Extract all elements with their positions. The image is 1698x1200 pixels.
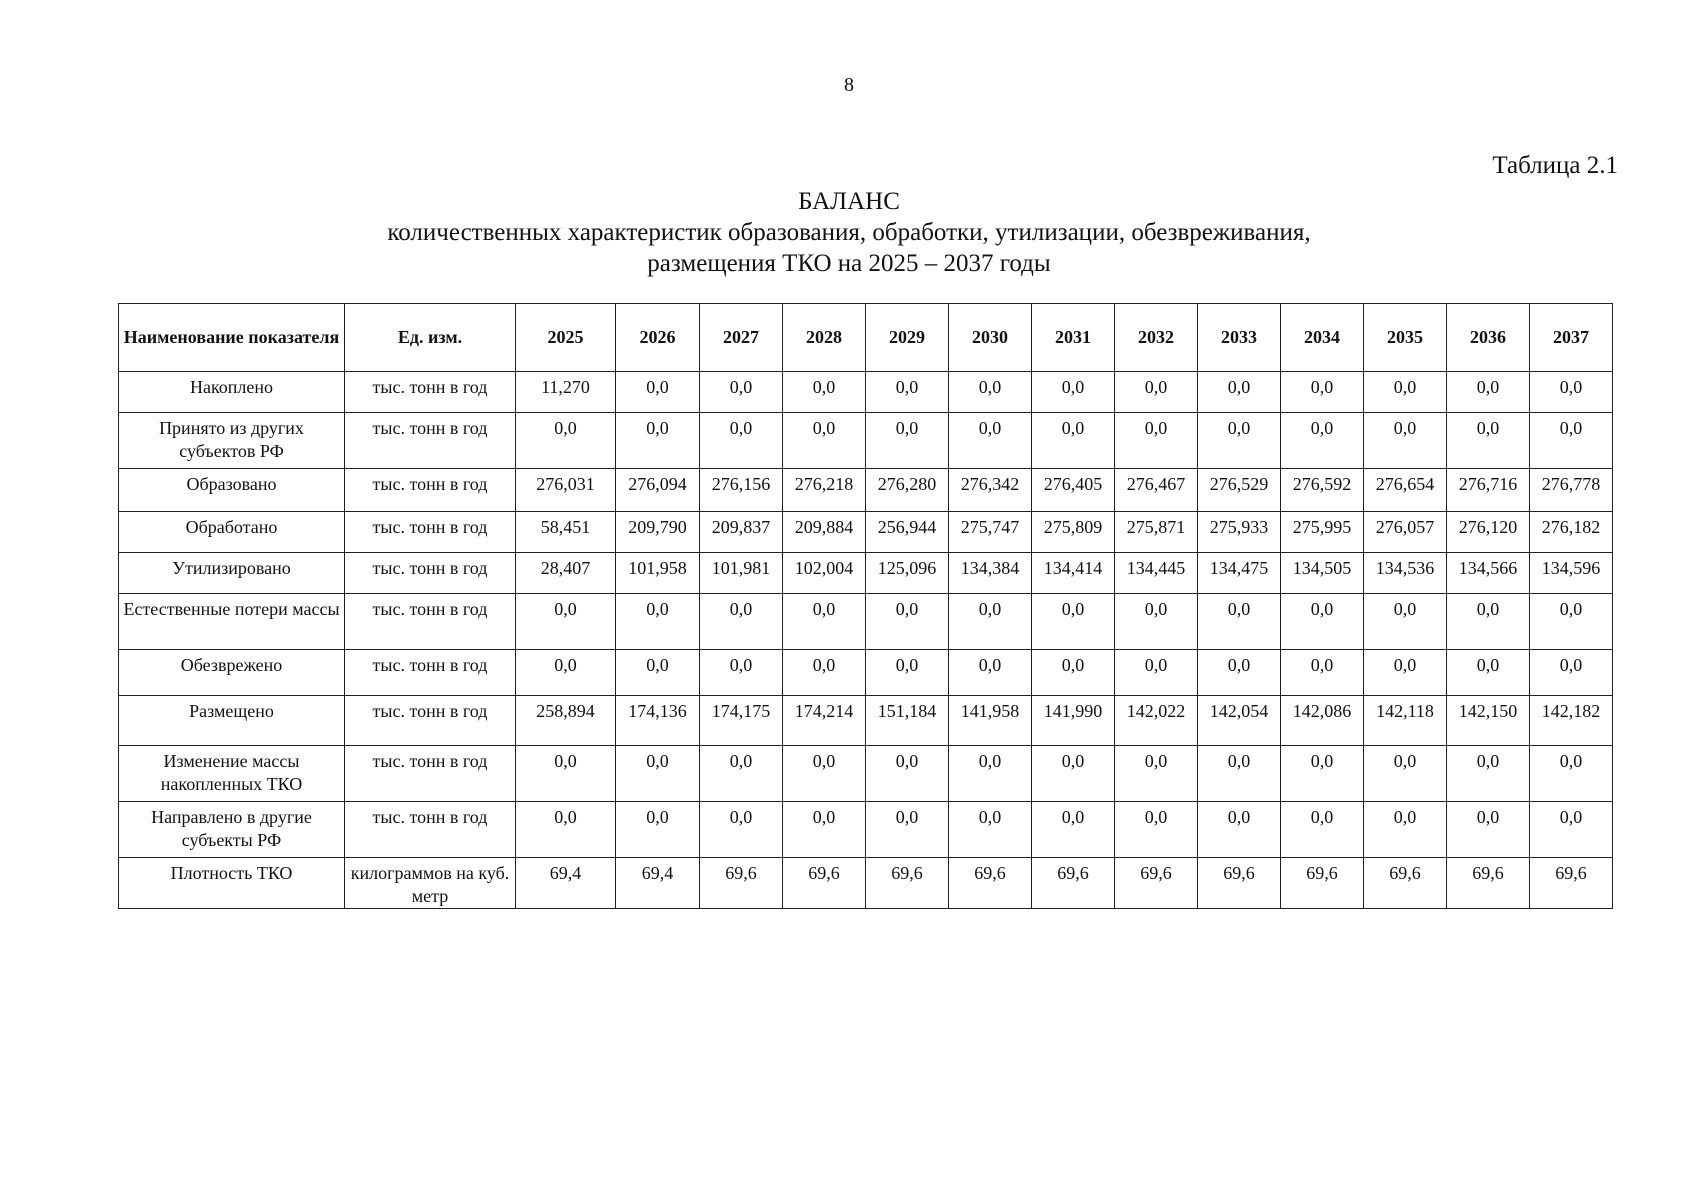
table-row (119, 553, 1613, 594)
value-cell: 0,0 (1281, 650, 1364, 696)
table-row (119, 372, 1613, 413)
table-row (119, 594, 1613, 650)
value-cell: 0,0 (1447, 650, 1530, 696)
header-name: Наименование показателя (119, 304, 345, 372)
value-cell: 0,0 (1281, 594, 1364, 650)
value-cell: 276,342 (949, 469, 1032, 512)
value-cell: 69,6 (1032, 858, 1115, 909)
value-cell: 276,218 (783, 469, 866, 512)
value-cell: 0,0 (1198, 594, 1281, 650)
value-cell: 0,0 (1530, 802, 1613, 858)
value-cell: 0,0 (866, 650, 949, 696)
row-unit-cell: тыс. тонн в год (345, 372, 516, 413)
value-cell: 275,809 (1032, 512, 1115, 553)
value-cell: 0,0 (700, 594, 783, 650)
row-name-cell: Естественные потери массы (119, 594, 345, 650)
value-cell: 0,0 (616, 372, 700, 413)
value-cell: 0,0 (1198, 413, 1281, 469)
value-cell: 134,536 (1364, 553, 1447, 594)
value-cell: 209,837 (700, 512, 783, 553)
row-unit-cell: тыс. тонн в год (345, 553, 516, 594)
value-cell: 142,182 (1530, 696, 1613, 746)
value-cell: 0,0 (1530, 746, 1613, 802)
value-cell: 11,270 (516, 372, 616, 413)
header-year: 2032 (1115, 304, 1198, 372)
value-cell: 0,0 (1281, 372, 1364, 413)
value-cell: 0,0 (516, 802, 616, 858)
value-cell: 276,094 (616, 469, 700, 512)
value-cell: 0,0 (1364, 413, 1447, 469)
header-year: 2033 (1198, 304, 1281, 372)
row-unit-cell: килограммов на куб. метр (345, 858, 516, 909)
value-cell: 134,475 (1198, 553, 1281, 594)
row-unit-cell: тыс. тонн в год (345, 802, 516, 858)
value-cell: 134,596 (1530, 553, 1613, 594)
value-cell: 142,022 (1115, 696, 1198, 746)
row-unit-cell: тыс. тонн в год (345, 650, 516, 696)
value-cell: 0,0 (1447, 802, 1530, 858)
value-cell: 0,0 (1530, 372, 1613, 413)
value-cell: 0,0 (1115, 746, 1198, 802)
table-row (119, 650, 1613, 696)
value-cell: 0,0 (1198, 650, 1281, 696)
value-cell: 0,0 (616, 746, 700, 802)
value-cell: 134,445 (1115, 553, 1198, 594)
row-name-cell: Изменение массы накопленных ТКО (119, 746, 345, 802)
value-cell: 209,790 (616, 512, 700, 553)
value-cell: 276,716 (1447, 469, 1530, 512)
value-cell: 275,933 (1198, 512, 1281, 553)
value-cell: 0,0 (616, 594, 700, 650)
row-unit-cell: тыс. тонн в год (345, 696, 516, 746)
page-number: 8 (844, 74, 854, 96)
row-unit-cell: тыс. тонн в год (345, 746, 516, 802)
header-year: 2027 (700, 304, 783, 372)
value-cell: 0,0 (616, 650, 700, 696)
value-cell: 0,0 (1032, 413, 1115, 469)
value-cell: 276,654 (1364, 469, 1447, 512)
value-cell: 0,0 (949, 372, 1032, 413)
value-cell: 0,0 (700, 650, 783, 696)
value-cell: 0,0 (700, 746, 783, 802)
value-cell: 0,0 (1032, 650, 1115, 696)
value-cell: 209,884 (783, 512, 866, 553)
value-cell: 0,0 (783, 650, 866, 696)
value-cell: 276,405 (1032, 469, 1115, 512)
value-cell: 0,0 (1032, 594, 1115, 650)
row-name-cell: Утилизировано (119, 553, 345, 594)
value-cell: 276,182 (1530, 512, 1613, 553)
value-cell: 0,0 (1281, 802, 1364, 858)
table-label: Таблица 2.1 (1492, 152, 1618, 179)
value-cell: 0,0 (516, 594, 616, 650)
table-row (119, 512, 1613, 553)
value-cell: 0,0 (1032, 372, 1115, 413)
value-cell: 276,057 (1364, 512, 1447, 553)
table-row (119, 696, 1613, 746)
header-year: 2035 (1364, 304, 1447, 372)
table-title (0, 186, 1698, 279)
value-cell: 0,0 (1530, 413, 1613, 469)
value-cell: 69,6 (1530, 858, 1613, 909)
value-cell: 0,0 (783, 594, 866, 650)
value-cell: 0,0 (1364, 650, 1447, 696)
row-unit-cell: тыс. тонн в год (345, 469, 516, 512)
value-cell: 134,414 (1032, 553, 1115, 594)
value-cell: 0,0 (1447, 413, 1530, 469)
value-cell: 0,0 (866, 746, 949, 802)
value-cell: 134,384 (949, 553, 1032, 594)
value-cell: 276,592 (1281, 469, 1364, 512)
value-cell: 134,505 (1281, 553, 1364, 594)
row-name-cell: Принято из других субъектов РФ (119, 413, 345, 469)
value-cell: 0,0 (516, 413, 616, 469)
value-cell: 0,0 (516, 746, 616, 802)
value-cell: 256,944 (866, 512, 949, 553)
value-cell: 0,0 (1447, 372, 1530, 413)
value-cell: 0,0 (1115, 413, 1198, 469)
row-name-cell: Размещено (119, 696, 345, 746)
row-name-cell: Обезврежено (119, 650, 345, 696)
value-cell: 69,6 (1364, 858, 1447, 909)
header-year: 2036 (1447, 304, 1530, 372)
value-cell: 0,0 (783, 372, 866, 413)
header-year: 2028 (783, 304, 866, 372)
table-header-row (119, 304, 1613, 372)
value-cell: 0,0 (949, 802, 1032, 858)
value-cell: 0,0 (1281, 746, 1364, 802)
title-line-3: размещения ТКО на 2025 – 2037 годы (647, 250, 1051, 277)
value-cell: 0,0 (1198, 372, 1281, 413)
value-cell: 0,0 (866, 594, 949, 650)
value-cell: 0,0 (1198, 802, 1281, 858)
value-cell: 69,6 (1198, 858, 1281, 909)
row-name-cell: Направлено в другие субъекты РФ (119, 802, 345, 858)
value-cell: 142,118 (1364, 696, 1447, 746)
value-cell: 0,0 (616, 802, 700, 858)
value-cell: 174,214 (783, 696, 866, 746)
table-row (119, 802, 1613, 858)
header-year: 2037 (1530, 304, 1613, 372)
value-cell: 0,0 (700, 372, 783, 413)
table-row (119, 746, 1613, 802)
header-year: 2030 (949, 304, 1032, 372)
value-cell: 101,958 (616, 553, 700, 594)
value-cell: 0,0 (949, 746, 1032, 802)
value-cell: 174,136 (616, 696, 700, 746)
value-cell: 0,0 (1530, 650, 1613, 696)
value-cell: 125,096 (866, 553, 949, 594)
value-cell: 69,6 (866, 858, 949, 909)
value-cell: 0,0 (1364, 372, 1447, 413)
value-cell: 174,175 (700, 696, 783, 746)
table-row (119, 469, 1613, 512)
value-cell: 141,958 (949, 696, 1032, 746)
header-unit: Ед. изм. (345, 304, 516, 372)
row-unit-cell: тыс. тонн в год (345, 512, 516, 553)
value-cell: 69,6 (1115, 858, 1198, 909)
value-cell: 0,0 (783, 413, 866, 469)
value-cell: 0,0 (866, 802, 949, 858)
value-cell: 0,0 (700, 413, 783, 469)
value-cell: 258,894 (516, 696, 616, 746)
value-cell: 142,150 (1447, 696, 1530, 746)
value-cell: 276,778 (1530, 469, 1613, 512)
value-cell: 0,0 (1115, 650, 1198, 696)
value-cell: 0,0 (1281, 413, 1364, 469)
row-unit-cell: тыс. тонн в год (345, 413, 516, 469)
value-cell: 276,529 (1198, 469, 1281, 512)
value-cell: 275,871 (1115, 512, 1198, 553)
row-name-cell: Образовано (119, 469, 345, 512)
value-cell: 0,0 (1364, 802, 1447, 858)
value-cell: 69,6 (1281, 858, 1364, 909)
value-cell: 275,995 (1281, 512, 1364, 553)
value-cell: 0,0 (1447, 746, 1530, 802)
value-cell: 142,086 (1281, 696, 1364, 746)
value-cell: 28,407 (516, 553, 616, 594)
value-cell: 0,0 (1032, 746, 1115, 802)
value-cell: 134,566 (1447, 553, 1530, 594)
value-cell: 0,0 (516, 650, 616, 696)
value-cell: 0,0 (783, 746, 866, 802)
value-cell: 142,054 (1198, 696, 1281, 746)
value-cell: 0,0 (1115, 594, 1198, 650)
header-year: 2026 (616, 304, 700, 372)
row-name-cell: Накоплено (119, 372, 345, 413)
table-body (119, 372, 1613, 909)
value-cell: 69,4 (616, 858, 700, 909)
header-year: 2031 (1032, 304, 1115, 372)
value-cell: 0,0 (866, 413, 949, 469)
row-name-cell: Обработано (119, 512, 345, 553)
value-cell: 58,451 (516, 512, 616, 553)
value-cell: 102,004 (783, 553, 866, 594)
value-cell: 0,0 (1447, 594, 1530, 650)
value-cell: 0,0 (1115, 372, 1198, 413)
value-cell: 276,120 (1447, 512, 1530, 553)
value-cell: 0,0 (949, 413, 1032, 469)
value-cell: 0,0 (1198, 746, 1281, 802)
value-cell: 69,6 (1447, 858, 1530, 909)
table-row (119, 413, 1613, 469)
value-cell: 0,0 (700, 802, 783, 858)
title-line-2: количественных характеристик образования, обработки, утилизации, обезвреживания, (387, 219, 1311, 246)
header-year: 2025 (516, 304, 616, 372)
value-cell: 0,0 (1530, 594, 1613, 650)
value-cell: 151,184 (866, 696, 949, 746)
table-row (119, 858, 1613, 909)
title-line-1: БАЛАНС (798, 188, 900, 215)
value-cell: 0,0 (616, 413, 700, 469)
value-cell: 0,0 (783, 802, 866, 858)
value-cell: 0,0 (949, 650, 1032, 696)
value-cell: 0,0 (949, 594, 1032, 650)
value-cell: 0,0 (1364, 594, 1447, 650)
value-cell: 276,031 (516, 469, 616, 512)
value-cell: 276,280 (866, 469, 949, 512)
value-cell: 276,156 (700, 469, 783, 512)
value-cell: 101,981 (700, 553, 783, 594)
value-cell: 141,990 (1032, 696, 1115, 746)
value-cell: 69,6 (700, 858, 783, 909)
value-cell: 69,6 (783, 858, 866, 909)
header-year: 2029 (866, 304, 949, 372)
row-unit-cell: тыс. тонн в год (345, 594, 516, 650)
value-cell: 0,0 (866, 372, 949, 413)
row-name-cell: Плотность ТКО (119, 858, 345, 909)
value-cell: 69,6 (949, 858, 1032, 909)
value-cell: 69,4 (516, 858, 616, 909)
header-year: 2034 (1281, 304, 1364, 372)
value-cell: 275,747 (949, 512, 1032, 553)
value-cell: 0,0 (1115, 802, 1198, 858)
value-cell: 0,0 (1032, 802, 1115, 858)
value-cell: 0,0 (1364, 746, 1447, 802)
value-cell: 276,467 (1115, 469, 1198, 512)
balance-table (118, 303, 1613, 909)
